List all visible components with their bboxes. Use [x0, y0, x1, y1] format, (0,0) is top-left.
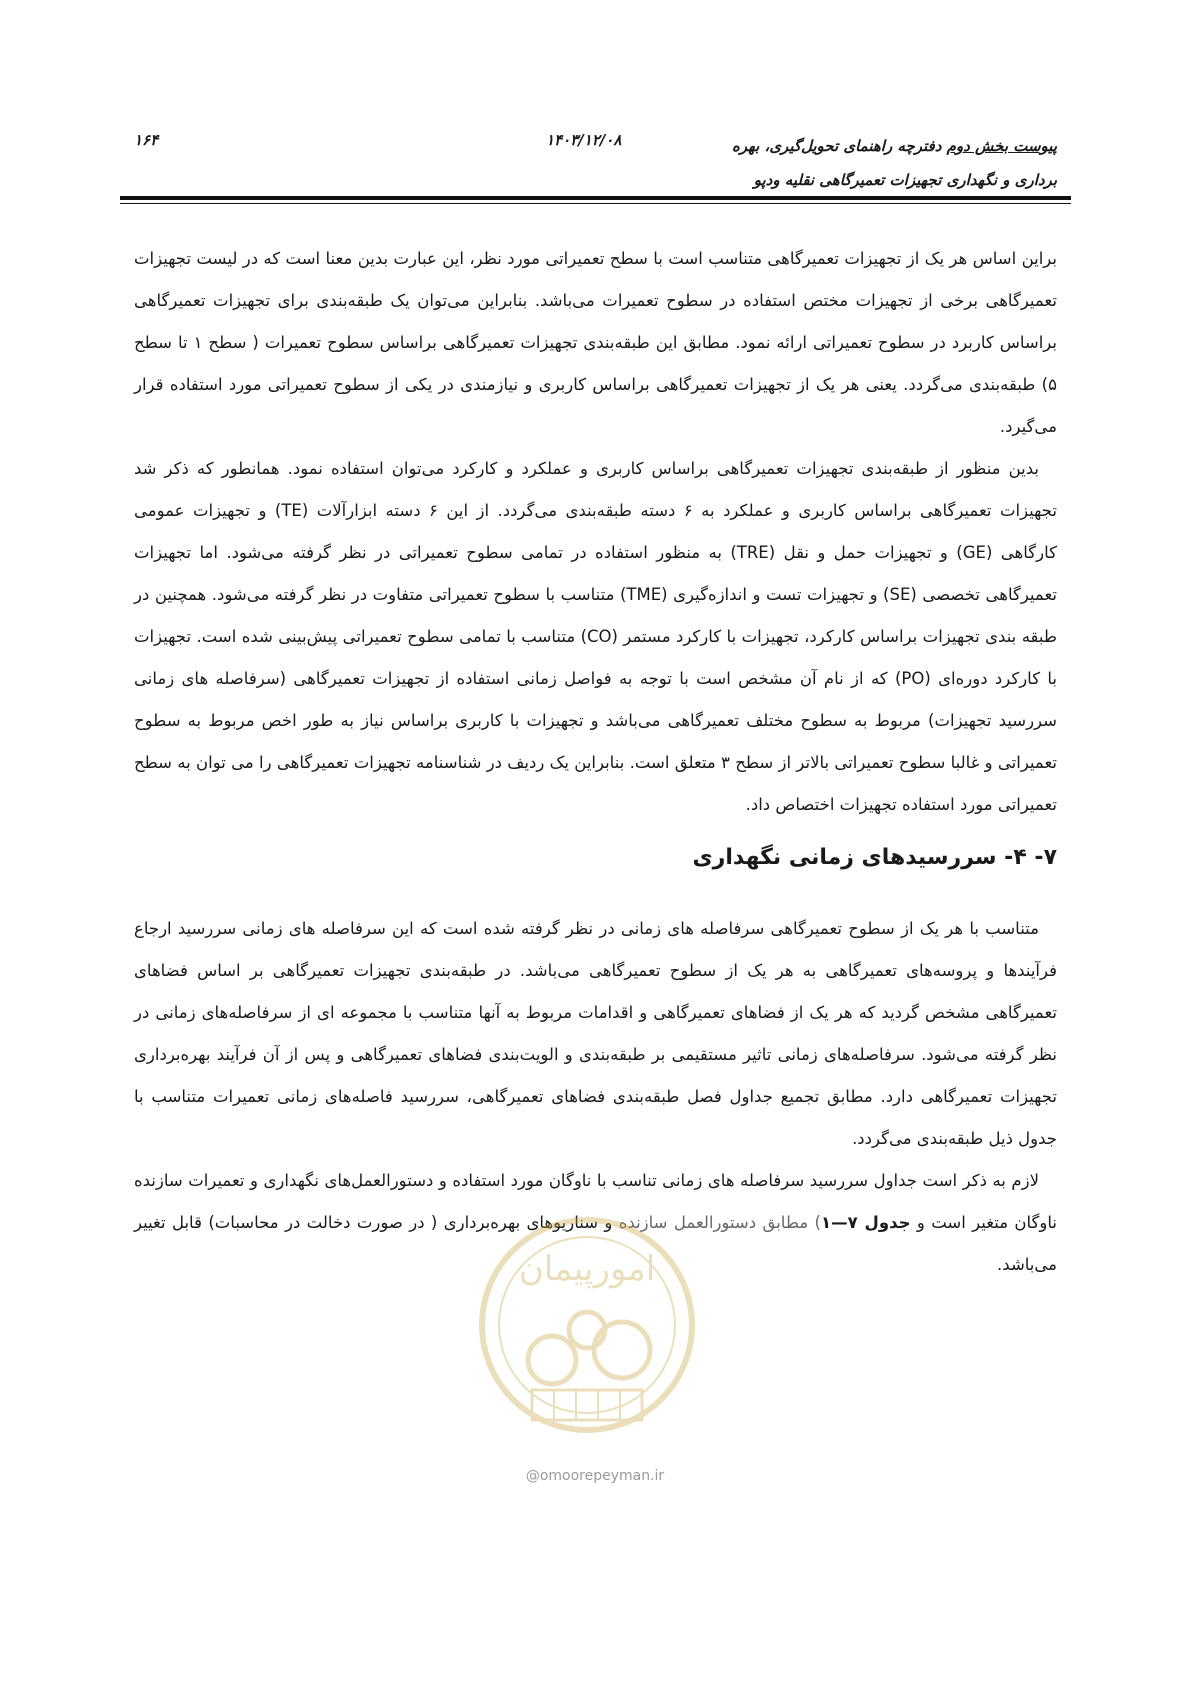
header-date: ۱۴۰۳/۱۲/۰۸	[546, 131, 622, 149]
reference-text: ) مطابق دستورالعمل سازنده	[618, 1213, 821, 1232]
watermark-url: @omoorepeyman.ir	[525, 1468, 665, 1484]
header-title-underlined: پیوست بخش دوم	[946, 137, 1057, 155]
paragraph-text: و سناریوهای بهره‌برداری ( در صورت دخالت در محاسبات) قابل تغییر می‌باشد.	[134, 1213, 1057, 1274]
table-reference-link[interactable]: جدول ۷—۱	[821, 1213, 911, 1232]
body-section-2	[134, 908, 1057, 1286]
section-heading: ۷- ۴- سررسیدهای زمانی نگهداری	[692, 845, 1057, 870]
paragraph: متناسب با هر یک از سطوح تعمیرگاهی سرفاصله های زمانی در نظر گرفته شده است که این سرفاصله های زمانی سررسید ارجاع فرآیندها و پروسه‌های تعمیرگاهی به هر یک از سطوح تعمیرگاهی می‌باشد. در طبقه‌بندی تجهیزات تعمیرگاهی بر اساس فضاهای تعمیرگاهی مشخص گردید که هر یک از فضاهای تعمیرگاهی و اقدامات مربوط به آنها متناسب با مجموعه ای از سرفاصله‌های زمانی در نظر گرفته می‌شود. سرفاصله‌های زمانی تاثیر مستقیمی بر طبقه‌بندی و الویت‌بندی فضاهای تعمیرگاهی و پس از آن فرآیند بهره‌برداری تجهیزات تعمیرگاهی دارد. مطابق تجمیع جداول فصل طبقه‌بندی فضاهای تعمیرگاهی، سررسید فاصله‌های زمانی تعمیرات متناسب با جدول ذیل طبقه‌بندی می‌گردد.	[134, 919, 1057, 1148]
watermark-text: امورپیمان	[518, 1249, 656, 1289]
header-title-rest: دفترچه راهنمای تحویل‌گیری، بهره	[732, 137, 947, 155]
paragraph-with-table-ref	[134, 1160, 1057, 1286]
header-title	[697, 129, 1057, 197]
body-section-1	[134, 238, 1057, 826]
header-title-line2: برداری و نگهداری تجهیزات تعمیرگاهی نقلیه ودپو	[753, 171, 1057, 189]
paragraph: بدین منظور از طبقه‌بندی تجهیزات تعمیرگاهی براساس کاربری و عملکرد و کارکرد می‌توان استفاده نمود. همانطور که ذکر شد تجهیزات تعمیرگاهی براساس کاربری و عملکرد به ۶ دسته طبقه‌بندی می‌گردد. از این ۶ دسته ابزارآلات (TE) و تجهیزات عمومی کارگاهی (GE) و تجهیزات حمل و نقل (TRE) به منظور استفاده در تمامی سطوح تعمیراتی در نظر گرفته می‌شود. اما تجهیزات تعمیرگاهی تخصصی (SE) و تجهیزات تست و اندازه‌گیری (TME) متناسب با سطوح تعمیراتی متفاوت در نظر گرفته می‌شود. همچنین در طبقه بندی تجهیزات براساس کارکرد، تجهیزات با کارکرد مستمر (CO) متناسب با تمامی سطوح تعمیراتی پیش‌بینی شده است. تجهیزات با کارکرد دوره‌ای (PO) که از نام آن مشخص است با توجه به فواصل زمانی استفاده از تجهیزات تعمیرگاهی (سرفاصله های زمانی سررسید تجهیزات) مربوط به سطوح مختلف تعمیرگاهی می‌باشد و تجهیزات با کاربری براساس نیاز به طور اخص مربوط به سطوح تعمیراتی و غالبا سطوح تعمیراتی بالاتر از سطح ۳ متعلق است. بنابراین یک ردیف در شناسنامه تجهیزات تعمیرگاهی را می توان به سطح تعمیراتی مورد استفاده تجهیزات اختصاص داد.	[134, 459, 1058, 814]
paragraph-text: لازم به ذکر است جداول سررسید سرفاصله های زمانی تناسب با ناوگان مورد استفاده و دستورالعمل‌های نگهداری و تعمیرات سازنده ناوگان متغیر است و	[134, 1171, 1057, 1232]
header-rule-thin	[120, 203, 1071, 204]
paragraph: براین اساس هر یک از تجهیزات تعمیرگاهی متناسب است با سطح تعمیراتی مورد نظر، این عبارت بدین معنا است که در لیست تجهیزات تعمیرگاهی برخی از تجهیزات مختص استفاده در سطوح تعمیرات می‌باشد. بنابراین می‌توان یک طبقه‌بندی برای تجهیزات تعمیرگاهی براساس کاربرد در سطوح تعمیراتی ارائه نمود. مطابق این طبقه‌بندی تجهیزات تعمیرگاهی براساس سطوح تعمیرات ( سطح ۱ تا سطح ۵) طبقه‌بندی می‌گردد. یعنی هر یک از تجهیزات تعمیرگاهی براساس کاربری و نیازمندی در یکی از سطوح تعمیراتی مورد استفاده قرار می‌گیرد.	[134, 249, 1057, 436]
page-number: ۱۶۴	[134, 131, 159, 149]
header-rule-thick	[120, 196, 1071, 200]
